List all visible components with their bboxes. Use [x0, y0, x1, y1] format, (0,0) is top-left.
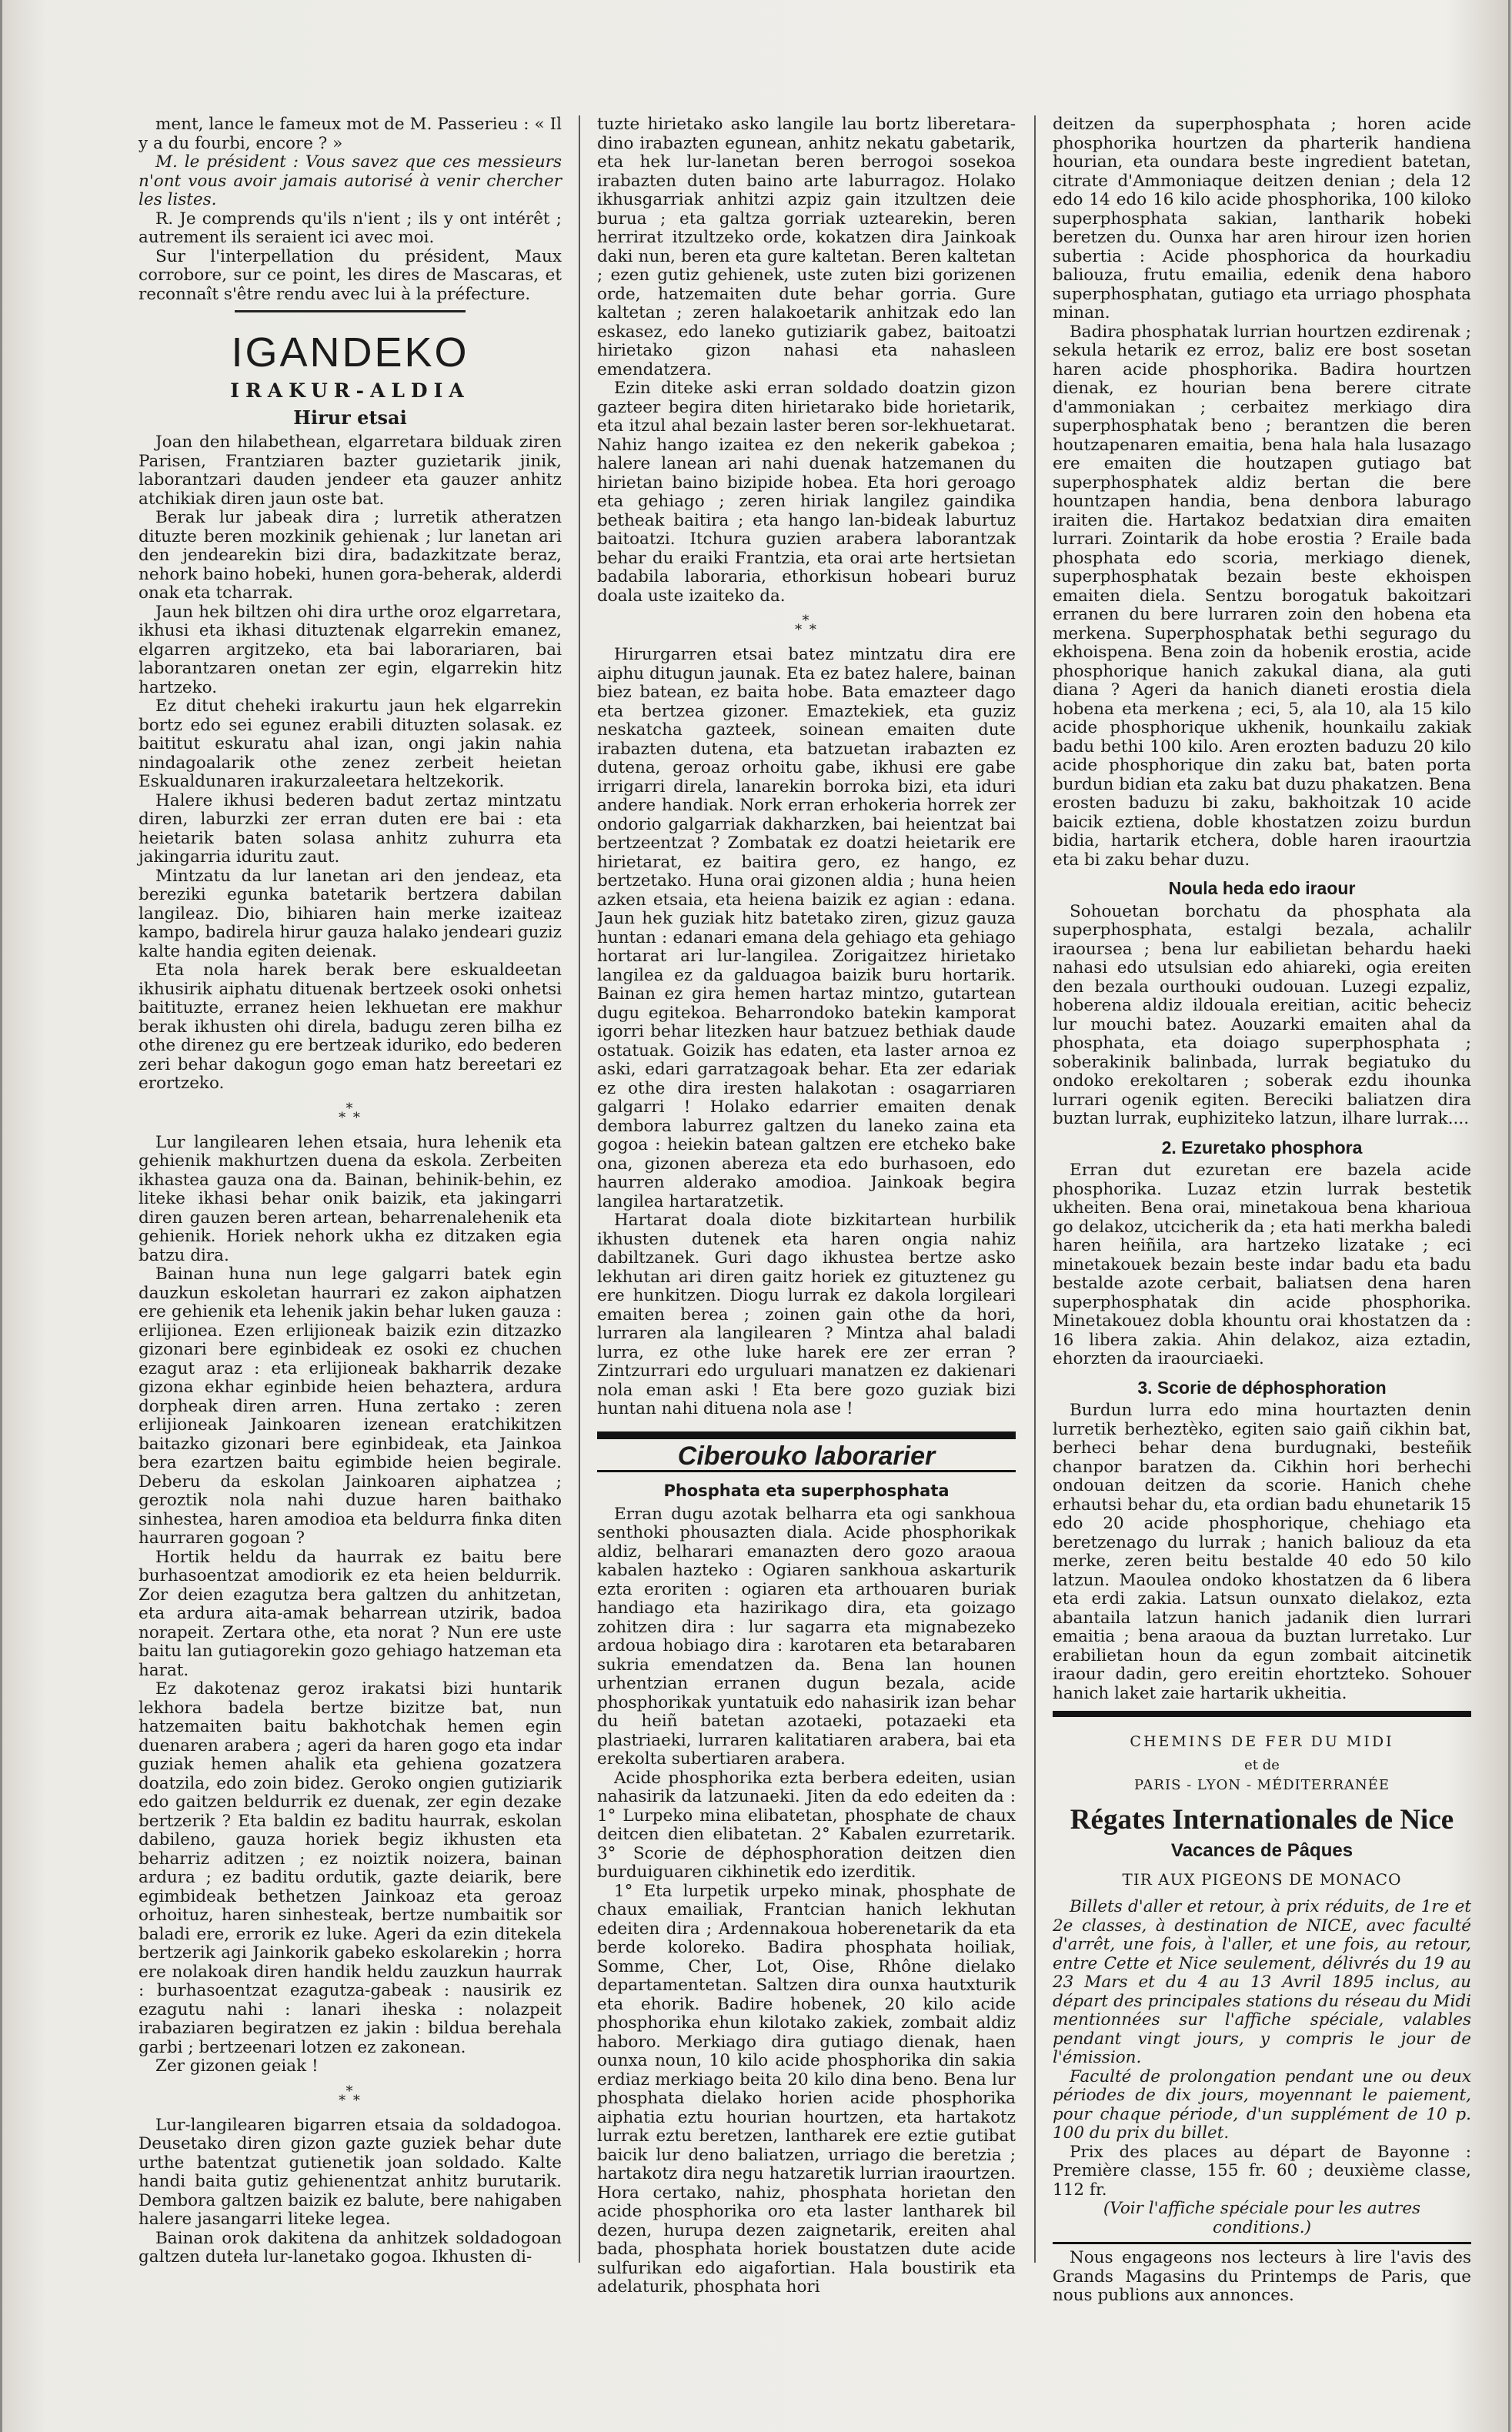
article-paragraph: Mintzatu da lur lanetan ari den jendeaz, eta bereziki egunka batetarik bertzera dabilan langileaz. Dio, bihiaren hain merke izaiteaz kampo, badirela hirur gauza halako jendeari guziz kalte handia egiten deienak. [139, 866, 562, 961]
ad-paragraph: Billets d'aller et retour, à prix réduits, de 1re et 2e classes, à destination de NICE, avec faculté d'arrêt, une fois, à l'aller, et une fois, au retour, entre Cette et Nice seulement, délivrés du 19 au 23 Mars et du 4 au 13 Avril 1895 inclus, au départ des principales stations du réseau du Midi mentionnées sur l'affiche spéciale, valables pendant vingt jours, y compris le jour de l'émission. [1053, 1897, 1471, 2067]
article-box-title: Ciberouko laborarier [677, 1441, 936, 1471]
article-paragraph: Burdun lurra edo mina hourtazten denin lurretik berheztèko, egiten saio gaiñ cikhin bat, berheci behar dena burdugnaki, besteñik chanpor baratzen da. Cikhin hori berhechi ondouan deitzen da scorie. Hanich chehe erhautsi behar du, eta ordian badu ehunetarik 15 edo 20 acide phosphorique, chehiago eta beretzenago du lurrak ; hanich baliouz da eta merke, zeren beitu bestalde 40 edo 50 kilo latzun. Maoulea ondoko khostatzen da 6 libera eta erdi zakia. Latsun ounxato dielakoz, ezta abantaila latzun hanich jadanik dien lurrari emaitia ; bena araoua da buztan lurretako. Lur erabilietan houn da egun zombait aitcinetik iraour dadin, gero ereitin ehortzteko. Sohouer hanich laket zaie hartarik ukheitia. [1053, 1401, 1471, 1703]
article-heading: 2. Ezuretako phosphora [1161, 1137, 1363, 1158]
ad-paragraph: Faculté de prolongation pendant une ou deux périodes de dix jours, moyennant le paiement, pour chaque période, d'un supplément de 10 p. 100 du prix du billet. [1053, 2066, 1471, 2143]
article-paragraph: Jaun hek biltzen ohi dira urthe oroz elgarretara, ikhusi eta ikhasi dituztenak elgarrekin emanez, elgarren argitzeko, eta bai laborariaren, bai laborantzaren onetan zer egin, elgarrekin hitz hartzeko. [139, 602, 562, 697]
article-paragraph: Lur-langilearen bigarren etsaia da soldadogoa. Deusetako diren gizon gazte guziek behar dute urthe batentzat gutienetik joan soldado. Kalte handi baita gutiz gehienentzat anhitz burutarik. Dembora galtzen baizik ez balute, bere nahigaben halere jasangarri liteke legea. [139, 2115, 562, 2229]
article-paragraph: Halere ikhusi bederen badut zertaz mintzatu diren, laburzki zer erran duten ere bai : eta heietarik baten solasa anhitz zuhurra eta jakingarria iduritu zaut. [139, 790, 562, 867]
ad-subtitle: Vacances de Pâques [1170, 1840, 1353, 1861]
ad-title: Régates Internationales de Nice [1070, 1803, 1454, 1836]
article-paragraph: Ezin diteke aski erran soldado doatzin gizon gazteer begira diten hirietarako bide horietarik, eta itzul ahal bezain laster beren sor-lekhuetarat. Nahiz hango izaitea ez den nekerik gabekoa ; halere lanean ari nahi duenak hatzemanen du hirietan baino bizipide hobea. Eta hori geroago eta gehiago ; zeren hiriak langilez gaindika betheak baitira ; eta hango lan-bideak laburtuz baitoatzi. Itchura guzien arabera laborantzak behar du eraiki Frantzia, eta orai arte hertsietan badabila laboraria, ethorkisun hobeari buruz doala uste izaiteko da. [597, 379, 1016, 606]
heavy-rule [1053, 1711, 1471, 1717]
article-paragraph: Ez dakotenaz geroz irakatsi bizi huntarik lekhora badela bertze bizitze bat, nun hatzemaiten baitu bakhotchak hemen egin duenaren arabera ; ageri da haren gogo eta indar guziak hemen ahalik eta gehiena gozatzera doatzila, edo zoin bidez. Geroko ongien gutiziarik edo gaitzen beldurrik ez duenak, zer egin dezake bertzerik ? Eta baldin ez baditu haurrak, eskolan dabileno, gauza horiek begiz ikhusten eta beharriz aditzen ; ez noiztik noizera, bainan ardura ; ez baditu ordutik, gazte deiarik, bere egimbideak bethetzen Jainkoaz eta geroaz orhoituz, haren sinhesteak, bertze numbaitik sor baladi ere, errorik ez luke. Ageri da ezin ditekela bertzerik agi Jainkorik gabeko eskolarekin ; horra ere nolakoak diren handik heldu zauzkun haurrak : burhasoentzat ezagutza-gabeak : nausirik ez ezagutu nahi : lanari iheska : nolazpeit irabaziaren begiratzen ez jakin : bildua berehala garbi ; bertzeenari lotzen ez zakonean. [139, 1679, 562, 2057]
intro-block [139, 115, 562, 304]
article-paragraph: Ez ditut cheheki irakurtu jaun hek elgarrekin bortz edo sei egunez erabili dituzten solasak. ez baititut eskuratu ahal izan, ongi jakin nahia nindagoalarik othe zenez zerbeit heietan Eskualdunaren irakurzaleetara heltzekorik. [139, 697, 562, 791]
column-1 [139, 115, 562, 2267]
heavy-rule [597, 1431, 1016, 1439]
article-heading: Hirur etsai [293, 406, 407, 429]
article-paragraph: Acide phosphorika ezta berbera edeiten, usian nahasirik da latzunaeki. Jiten da edo edeiten da : 1° Lurpeko mina elibatetan, phosphate de chaux deitcen dien elibatetan. 2° Kabalen ezurretarik. 3° Scorie de déphosphoration deitzen dien burduiguaren cikhinetik edo izerditik. [597, 1768, 1016, 1882]
railway-advertisement [1053, 1732, 1471, 2306]
section-break-stars: * * * [339, 2083, 362, 2109]
column-rule-1 [579, 115, 580, 2263]
page-edge-right [1508, 0, 1510, 2432]
article-paragraph: Zer gizonen geiak ! [155, 2056, 319, 2076]
ad-subtitle: TIR AUX PIGEONS DE MONACO [1122, 1869, 1402, 1889]
article-paragraph: Berak lur jabeak dira ; lurretik atheratzen dituzte beren mozkinik gehienak ; lur lanetan ari den jendearekin bizi dira, badazkitzate beraz, nehork baino hobeki, hunen gora-beherak, alderdi onak eta tcharrak. [139, 508, 562, 603]
divider [235, 310, 466, 312]
closing-note: Nous engageons nos lecteurs à lire l'avis des Grands Magasins du Printemps de Paris, que nous publions aux annonces. [1053, 2248, 1471, 2305]
ad-line: PARIS - LYON - MÉDITERRANÉE [1133, 1777, 1390, 1793]
column-3 [1053, 115, 1471, 2306]
intro-paragraph: R. Je comprends qu'ils n'ient ; ils y ont intérêt ; autrement ils seraient ici avec moi. [139, 209, 562, 247]
section-break-stars: * * * [795, 613, 818, 638]
ad-paragraph: (Voir l'affiche spéciale pour les autres conditions.) [1103, 2199, 1421, 2237]
article-paragraph: Bainan orok dakitena da anhitzek soldadogoan galtzen duteła lur-lanetako gogoa. Ikhusten di- [139, 2228, 562, 2267]
article-paragraph: Joan den hilabethean, elgarretara bilduak ziren Parisen, Frantziaren bazter guzietarik jinik, laborantzari dauden jendeer eta gauzer anhitz atchikiak diren jaun oste bat. [139, 433, 562, 509]
article-heading: Noula heda edo iraour [1168, 878, 1356, 898]
rule [1053, 2242, 1471, 2244]
section-subtitle: IRAKUR-ALDIA [230, 379, 470, 402]
intro-paragraph: ment, lance le fameux mot de M. Passerieu : « Il y a du fourbi, encore ? » [139, 115, 562, 153]
column-2 [597, 115, 1016, 2297]
article-heading: Phosphata eta superphosphata [663, 1482, 950, 1500]
article-paragraph: deitzen da superphosphata ; horen acide phosphorika hourtzen da pharterik handiena hourian, eta oundara beste ingredient batetan, citrate d'Ammoniaque deitzen denian ; dela 12 edo 14 edo 16 kilo acide phosphorika, 100 kiloko superphosphata sakian, lantharik hobeki beretzen du. Ounxa har aren hirour izen horien subertia : Acide phosphorica da hourkadiu baliouza, frutu emailia, edenik dena haboro superphosphatan, gutiago eta urriago phosphata minan. [1053, 115, 1471, 322]
intro-paragraph: Sur l'interpellation du président, Maux corrobore, sur ce point, les dires de Mascaras, et reconnaît s'être rendu avec lui à la préfecture. [139, 246, 562, 304]
article-paragraph: Badira phosphatak lurrian hourtzen ezdirenak ; sekula hetarik ez erroz, baliz ere bost sosetan haren acide phosphorika. Badira hourtzen dienak, ez hourian bena berere citrate d'ammoniakan ; cerbaitez merkiago dira superphosphatak beno ; berantzen die beren houtzapenaren emaitia, bena hala hala lusazago ere emaiten die houtzapen gutiago bat superphosphatek aldiz bertan die bere hountzapen handia, bena denbora laburago iraiten die. Hartakoz bedatxian dira emaiten lurrari. Zointarik da hobe erostia ? Eraile bada phosphata edo scoria, merkiago dienek, superphosphatak bezain beste ekhoispen emaiten diela. Sentzu borogatuk bakoitzari erranen du bere lurraren zoin den hobena eta merkena. Superphosphatak bethi segurago du ekhoispena. Bena zoin da hobenik erostia, acide phosphorique hanich zakukal diana, ala guti diana ? Ageri da hanich dianeti erostia diela hobena eta merkena ; eci, 5, ala 10, ala 15 kilo acide phosphorique ukhenik, hounkailu zakiak badu bethi 100 kilo. Aren erozten baduzu 20 kilo acide phosphorique din zaku bat, baten porta burdun bidian eta zaku bat duzu phakatzen. Bena erosten baduzu bi zaku, bakhoitzak 10 acide baicik eztiena, doble khostatzen zoizu burdun bidia, hartarik etchera, doble haren iraourtzia eta bi zaku behar duzu. [1053, 322, 1471, 870]
article-paragraph: Bainan huna nun lege galgarri batek egin dauzkun eskoletan haurrari ez zakon aiphatzen ere gehienik eta lehenik jakin behar luken gauza : erlijionea. Ezen erlijioneak baizik ezin ditzazko gizonari bere eginbideak ez osoki ez chuchen ezagut araz : eta erlijioneak bakharrik dezake gizona ekhar eginbide heien behaztera, ardura dorpheak diren arren. Huna zertako : zeren erlijioneak Jainkoaren izenean eratchikitzen baitazko gizonari bere eginbideak, eta Jainkoa bera ezartzen baitu egimbide heien begirale. Deberu da eskolan Jainkoaren aiphatzea ; geroztik nola nahi duzue haren baithako sinhestea, haren amodioa eta beldurra finka diten haurraren gogoan ? [139, 1264, 562, 1548]
article-paragraph: Hortik heldu da haurrak ez baitu bere burhasoentzat amodiorik ez eta heien beldurrik. Zor deien ezagutza bera galtzen du anhitzetan, eta ardura aita-amak beharrean utzirik, badoa norapeit. Zertara othe, eta norat ? Nun ere uste baitu lan gutiagorekin gozo gehiago hatzeman eta harat. [139, 1547, 562, 1680]
ad-line: CHEMINS DE FER DU MIDI [1130, 1733, 1394, 1750]
page-edge-left [0, 0, 2, 2432]
article-paragraph: Hirurgarren etsai batez mintzatu dira ere aiphu ditugun jaunak. Eta ez batez halere, bainan biez batean, ez baita hobe. Bata emazteer dago eta bertzea gizoner. Emaztekiek, eta guziz neskatcha gazteek, soinean emaiten dute irabazten dutena, eta batzuetan irabazten ez dutena, geroaz orhoitu gabe, ikhusi ere gabe irrigarri direla, lanarekin borroka bizi, eta iduri andere handiak. Nork erran erhokeria horrek zer ondorio galgarriak dakharzken, bai heientzat bai bertzeentzat ? Zombatak ez doatzi heietarik ere hirietarat, ez baitira gero, ez hango, ez bertzetako. Huna orai gizonen aldia ; huna heien azken etsaia, eta heiena baizik ez agian : edana. Jaun hek guziak hitz batetako ziren, gizuz gauza huntan : edanari emana dela gehiago eta gehiago hortarat ari lur-langilea. Zorigaitzez hirietako langilea ez da galduagoa baizik buru hortarik. Bainan ez gira hemen hartaz mintzo, gutartean dugu egitekoa. Beharrondoko batekin kamporat igorri behar litezken haur batzuez bethiak daude ostatuak. Goizik has edaten, eta laster arnoa ez aski, edari garratzagoak behar. Eta zer edariak ez othe dira iresten halakotan : osagarriaren galgarri ! Holako edarrier emaiten denak dembora laburrez galtzen du laneko zaina eta gogoa : heiekin batean galtzen ere etcheko bake ona, gizonen abereza eta edo burhasoen, edo haurren alderako amodioa. Jainkoak begira langilea hartaratzetik. [597, 645, 1016, 1211]
section-title: IGANDEKO [231, 329, 469, 376]
ad-line: et de [1244, 1756, 1280, 1773]
article-paragraph: tuzte hirietako asko langile lau bortz liberetara-dino irabazten egunean, anhitz nekatu gabetarik, eta hek lur-lanetan beren berrogoi sosekoa irabazten duten baino arte laburragoz. Holako ikhusgarriak anhitzi azpiz gain itzultzen deie burua ; eta galtza gorriak uztearekin, beren herrirat itzultzeko orde, kokatzen dira Jainkoak daki nun, beren eta gure kaltetan. Beren kaltetan ; ezen gutiz gehienek, uste zuten bizi gorizenen orde, hatzemaiten dute behar gorria. Gure kaltetan ; zeren halakoetarik anhitzak edo lan eskasez, edo laneko gutiziarik gabez, baitoatzi hirietako gizon nahasi eta nahasleen emendatzera. [597, 115, 1016, 379]
article-paragraph: Erran dut ezuretan ere bazela acide phosphorika. Luzaz etzin lurrak bestetik ukheiten. Bena orai, minetakoua bena kharioua​go delakoz, utcicherik da ; eta hati merkha baledi haren heiñila, ara hartzeko lizatake ; eci minetakouek bezain beste indar badu eta badu bestalde azote cerbait, baliatsen dena haren superphosphatak din acide phosphorika. Minetakouez dobla khountu orai khostatzen da : 16 libera zakia. Ahin delakoz, aiza eztadin, ehorzten da iraourciaeki. [1053, 1161, 1471, 1368]
article-paragraph: Eta nola harek berak bere eskualdeetan ikhusirik aiphatu dituenak bertzeek osoki onhetsi baitituzte, erranez heien lekhuetan ere makhur berak ikhusten ohi direla, badugu zeren bilha ez othe direnez gu ere bertzeak iduriko, edo bederen zeri behar dakogun gogo eman hatz bereetari ez erortzeko. [139, 960, 562, 1093]
intro-paragraph: M. le président : Vous savez que ces messieurs n'ont vous avoir jamais autorisé à venir chercher les listes. [139, 152, 562, 209]
article-paragraph: Lur langilearen lehen etsaia, hura lehenik eta gehienik makhurtzen duena da eskola. Zerbeiten ikhastea gauza ona da. Bainan, behinik-behin, ez liteke ikhasi behar onik baizik, eta jakingarri diren gauzen beren artean, beharrenalehenik eta gehienik. Horiek nehork ukha ez ditzaken egia batzu dira. [139, 1132, 562, 1265]
article-paragraph: Sohouetan borchatu da phosphata ala superphosphata, estalgi bezala, achalilr iraoursea ; bena lur eabilietan behardu haeki nahasi edo utsulsian edo ahiareki, ogia ereiten den bezala ourthouki oudouan. Luzegi ezpaliz, hoberena aldiz ildouala ereitian, acitic beheciz lur mouchi batez. Aouzarki emaiten ahal da phosphata, eta doiago superphosphata ; soberakinik balinbada, lurrak begiatuko du ondoko erekoltaren ; soberak ezdu ihounka lurrari ogenik egiten. Bereciki baliatzen dira buztan lurrak, euphiziteko latzun, ilhare lurrak.... [1053, 901, 1471, 1128]
section-break-stars: * * * [339, 1100, 362, 1126]
article-paragraph: 1° Eta lurpetik urpeko minak, phosphate de chaux emailiak, Frantcian hanich lekhutan edeiten dira ; Ardennakoua hoberenetarik da eta berde koloreko. Badira phosphata hoiliak, Somme, Cher, Lot, Oise, Rhône dielako departamentetan. Saltzen dira ounxa hautxturik eta ehorik. Badire hobenek, 20 kilo acide phosphorika ehun kilotako zakiek, zombait aldiz haboro. Merkiago dira gutiago dienak, haen ounxa noun, 10 kilo acide phosphorika din sakia erdiaz merkiago beita 20 kilo dina beno. Bena lur phosphata dielako horien acide phosphorika aiphatia eztu hourian hourtzen, eta hartakotz lurrak eztu beretzen, lantharek ere eztie gutibat baicik lur deno baliatzen, urriago die beretzia ; hartakotz dira negu hatzaretik lurrian iraourtzen. Hora certako, nahiz, phosphata horietan den acide phosphorika oro eta laster lantharek bil dezen, hurupa dezen zaignetarik, ereiten ahal bada, phosphata horiek boustatzen dute acide sulfurikan edo aigafortian. Hala boustirik eta adelaturik, phosphata hori [597, 1881, 1016, 2297]
column-rule-2 [1034, 115, 1036, 2263]
article-paragraph: Hartarat doala diote bizkitartean hurbilik ikhusten dutenek eta haren ongia nahiz dabiltzanek. Guri dago ikhustea bertze asko lekhutan ari diren gaitz horiek ez gituztenez gu ere hunkitzen. Diogu lurrak ez dakola lorgileari emaiten berea ; zoinen gain othe da hori, lurraren ala langilearen ? Mintza ahal baladi lurra, ez othe luke harek ere zer erran ? Zintzurrari edo urguluari manatzen ez dakienari nola eman aski ! Eta bere gozo guziak bizi huntan nahi dituena nola ase ! [597, 1211, 1016, 1418]
article-heading: 3. Scorie de déphosphoration [1137, 1377, 1387, 1398]
ad-paragraph: Prix des places au départ de Bayonne : Première classe, 155 fr. 60 ; deuxième classe, 112 fr. [1053, 2142, 1471, 2200]
article-paragraph: Erran dugu azotak belharra eta ogi sankhoua senthoki phousazten diala. Acide phosphorikak aldiz, belharari emanazten dero gozo araoua kabalen hazteko : Ogiaren sankhoua askarturik ezta eroriten : ogiaren eta arthouaren buriak handiago eta hazirikago dira, eta goizago zohitzen dira : lur sagarra eta mignabezeko ardoua hobiago dira : karotaren eta betarabaren sukria emendatzen da. Bena lan hounen urhentzian erranen dugun bezala, acide phosphorikak yuntatuik edo nahasirik izan behar du heiñ batetan azotaeki, potazaeki eta plastriaeki, lurraren kalitatiaren arabera, bai eta erekolta subertiaren arabera. [597, 1504, 1016, 1769]
